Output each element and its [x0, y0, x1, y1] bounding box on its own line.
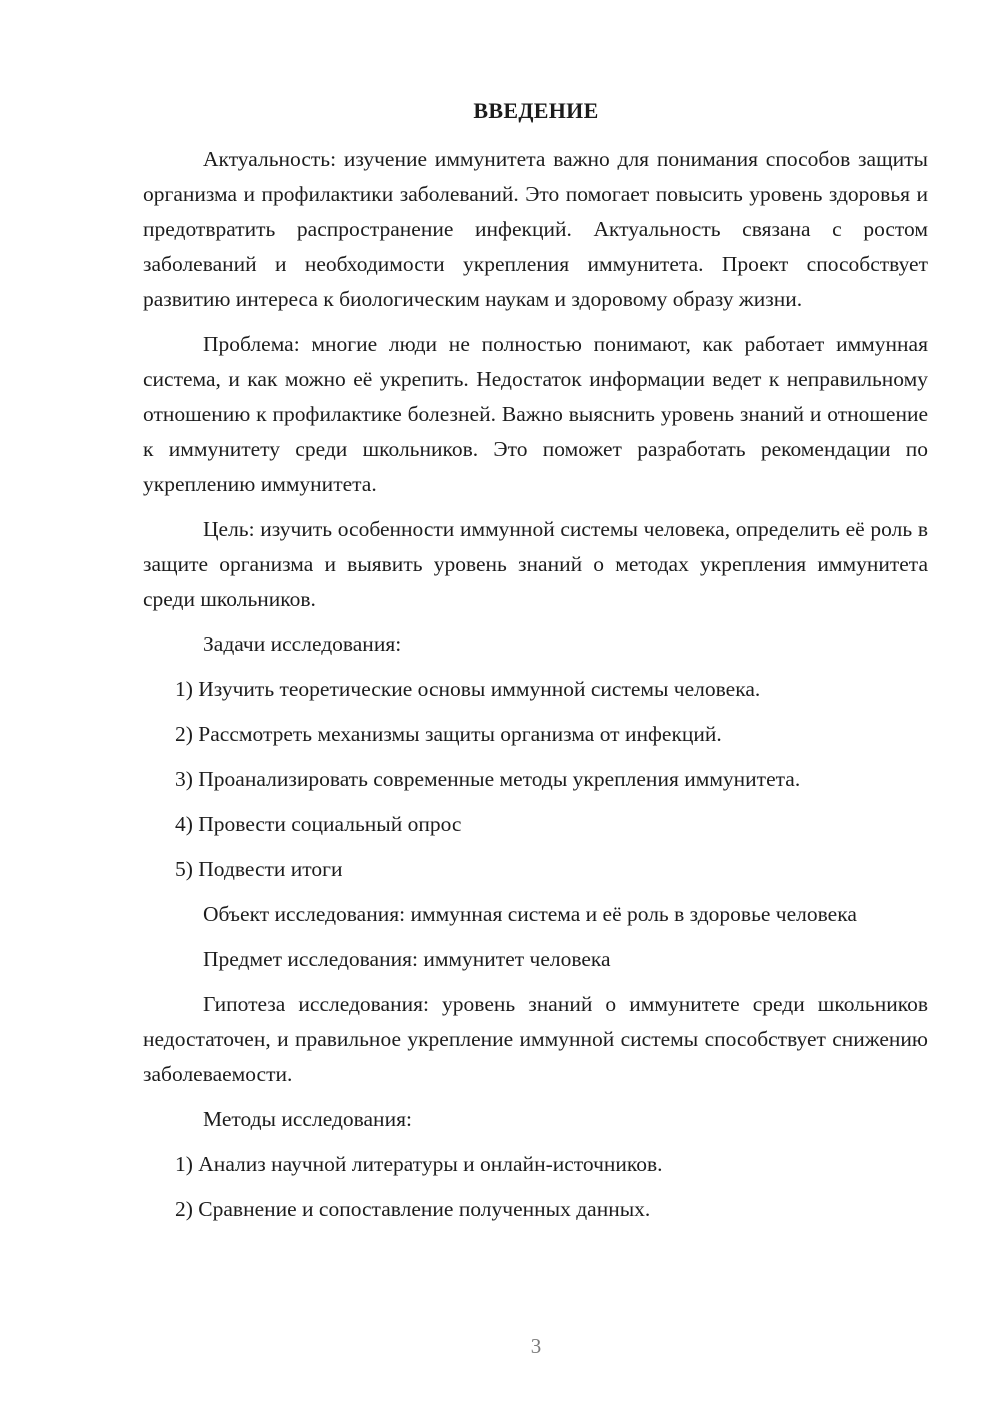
method-item: 1) Анализ научной литературы и онлайн-источников. — [175, 1152, 663, 1176]
goal-paragraph: Цель: изучить особенности иммунной системы человека, определить её роль в защите организма и выявить уровень знаний о методах укрепления иммунитета среди школьников. — [143, 517, 928, 611]
task-item: 2) Рассмотреть механизмы защиты организма от инфекций. — [175, 722, 722, 746]
subject-paragraph: Предмет исследования: иммунитет человека — [203, 947, 611, 971]
tasks-heading: Задачи исследования: — [203, 632, 402, 656]
tasks-list — [143, 672, 928, 887]
section-title: ВВЕДЕНИЕ — [473, 98, 599, 123]
hypothesis-paragraph: Гипотеза исследования: уровень знаний о иммунитете среди школьников недостаточен, и правильное укрепление иммунной системы способствует снижению заболеваемости. — [143, 992, 928, 1086]
task-item: 4) Провести социальный опрос — [175, 812, 462, 836]
task-item: 1) Изучить теоретические основы иммунной системы человека. — [175, 677, 761, 701]
page-number: 3 — [530, 1334, 542, 1358]
task-item: 3) Проанализировать современные методы укрепления иммунитета. — [175, 767, 801, 791]
object-paragraph: Объект исследования: иммунная система и её роль в здоровье человека — [203, 902, 857, 926]
method-item: 2) Сравнение и сопоставление полученных данных. — [175, 1197, 651, 1221]
document-body — [143, 142, 928, 1237]
task-item: 5) Подвести итоги — [175, 857, 343, 881]
methods-heading: Методы исследования: — [203, 1107, 412, 1131]
problem-paragraph: Проблема: многие люди не полностью понимают, как работает иммунная система, и как можно её укрепить. Недостаток информации ведет к неправильному отношению к профилактике болезней. Важно выяснить уровень знаний и отношение к иммунитету среди школьников. Это поможет разработать рекомендации по укреплению иммунитета. — [143, 332, 928, 496]
relevance-paragraph: Актуальность: изучение иммунитета важно для понимания способов защиты организма и профилактики заболеваний. Это помогает повысить уровень здоровья и предотвратить распространение инфекций. Актуальность связана с ростом заболеваний и необходимости укрепления иммунитета. Проект способствует развитию интереса к биологическим наукам и здоровому образу жизни. — [143, 147, 928, 311]
methods-list — [143, 1147, 928, 1227]
